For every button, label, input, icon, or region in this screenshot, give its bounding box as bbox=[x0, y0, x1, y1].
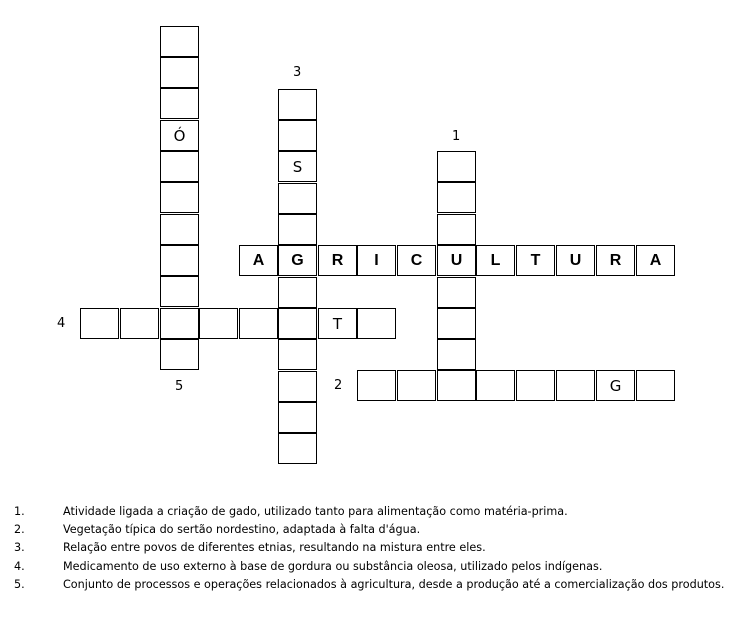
crossword-cell[interactable] bbox=[278, 277, 317, 308]
crossword-cell[interactable] bbox=[278, 402, 317, 433]
crossword-cell[interactable]: R bbox=[318, 245, 357, 276]
crossword-cell[interactable] bbox=[437, 308, 476, 339]
crossword-cell[interactable] bbox=[278, 120, 317, 151]
crossword-cell[interactable]: C bbox=[397, 245, 436, 276]
crossword-cell[interactable]: A bbox=[239, 245, 278, 276]
crossword-cell[interactable] bbox=[516, 370, 555, 401]
crossword-cell[interactable]: U bbox=[437, 245, 476, 276]
clue-number-2: 2 bbox=[334, 378, 343, 393]
clue-number: 3. bbox=[14, 541, 25, 555]
crossword-cell[interactable] bbox=[160, 151, 199, 182]
crossword-cell[interactable] bbox=[357, 308, 396, 339]
crossword-cell[interactable] bbox=[160, 214, 199, 245]
crossword-cell[interactable] bbox=[476, 370, 515, 401]
crossword-cell[interactable]: T bbox=[318, 308, 357, 339]
crossword-cell[interactable]: L bbox=[476, 245, 515, 276]
crossword-cell[interactable] bbox=[278, 183, 317, 214]
crossword-cell[interactable] bbox=[199, 308, 238, 339]
crossword-cell[interactable]: U bbox=[556, 245, 595, 276]
crossword-cell[interactable] bbox=[437, 339, 476, 370]
crossword-cell[interactable]: Ó bbox=[160, 120, 199, 151]
crossword-cell[interactable] bbox=[160, 88, 199, 119]
crossword-cell[interactable] bbox=[437, 151, 476, 182]
crossword-cell[interactable] bbox=[437, 277, 476, 308]
clue-number-5: 5 bbox=[175, 379, 184, 394]
crossword-cell[interactable] bbox=[160, 308, 199, 339]
crossword-cell[interactable]: R bbox=[596, 245, 635, 276]
crossword-cell[interactable] bbox=[278, 339, 317, 370]
crossword-cell[interactable] bbox=[636, 370, 675, 401]
clue-number: 5. bbox=[14, 577, 25, 591]
crossword-cell[interactable] bbox=[437, 370, 476, 401]
clue-item bbox=[14, 503, 742, 521]
clue-text: Conjunto de processos e operações relacionados à agricultura, desde a produção até a comercialização dos produtos. bbox=[63, 577, 725, 591]
clue-text: Medicamento de uso externo à base de gordura ou substância oleosa, utilizado pelos indígenas. bbox=[63, 559, 603, 573]
crossword-cell[interactable]: G bbox=[278, 245, 317, 276]
crossword-cell[interactable] bbox=[278, 89, 317, 120]
crossword-cell[interactable]: I bbox=[357, 245, 396, 276]
crossword-cell[interactable] bbox=[278, 308, 317, 339]
clue-number-4: 4 bbox=[57, 316, 66, 331]
crossword-cell[interactable] bbox=[160, 26, 199, 57]
crossword-cell[interactable] bbox=[160, 182, 199, 213]
crossword-cell[interactable] bbox=[120, 308, 159, 339]
clue-number-3: 3 bbox=[293, 65, 302, 80]
clue-item bbox=[14, 539, 742, 557]
clue-number-1: 1 bbox=[452, 129, 461, 144]
crossword-cell[interactable] bbox=[357, 370, 396, 401]
crossword-cell[interactable] bbox=[278, 433, 317, 464]
crossword-cell[interactable] bbox=[80, 308, 119, 339]
clue-number: 2. bbox=[14, 523, 25, 537]
crossword-cell[interactable] bbox=[278, 214, 317, 245]
clue-number: 1. bbox=[14, 505, 25, 518]
crossword-cell[interactable] bbox=[278, 371, 317, 402]
clue-text: Vegetação típica do sertão nordestino, adaptada à falta d'água. bbox=[63, 523, 421, 537]
crossword-cell[interactable]: T bbox=[516, 245, 555, 276]
crossword-cell[interactable] bbox=[556, 370, 595, 401]
crossword-cell[interactable]: A bbox=[636, 245, 675, 276]
clue-number: 4. bbox=[14, 559, 25, 573]
crossword-cell[interactable] bbox=[239, 308, 278, 339]
clue-item bbox=[14, 576, 742, 594]
crossword-cell[interactable]: G bbox=[596, 370, 635, 401]
clue-item bbox=[14, 558, 742, 576]
crossword-cell[interactable] bbox=[160, 339, 199, 370]
clue-item bbox=[14, 521, 742, 539]
crossword-cell[interactable] bbox=[397, 370, 436, 401]
crossword-cell[interactable] bbox=[160, 57, 199, 88]
clue-list bbox=[14, 503, 742, 594]
clue-text: Atividade ligada a criação de gado, utilizado tanto para alimentação como matéria-prima. bbox=[63, 505, 568, 518]
crossword-cell[interactable] bbox=[160, 245, 199, 276]
crossword-cell[interactable] bbox=[437, 182, 476, 213]
crossword-cell[interactable] bbox=[160, 276, 199, 307]
crossword-cell[interactable]: S bbox=[278, 151, 317, 182]
crossword-cell[interactable] bbox=[437, 214, 476, 245]
clue-text: Relação entre povos de diferentes etnias, resultando na mistura entre eles. bbox=[63, 541, 486, 555]
